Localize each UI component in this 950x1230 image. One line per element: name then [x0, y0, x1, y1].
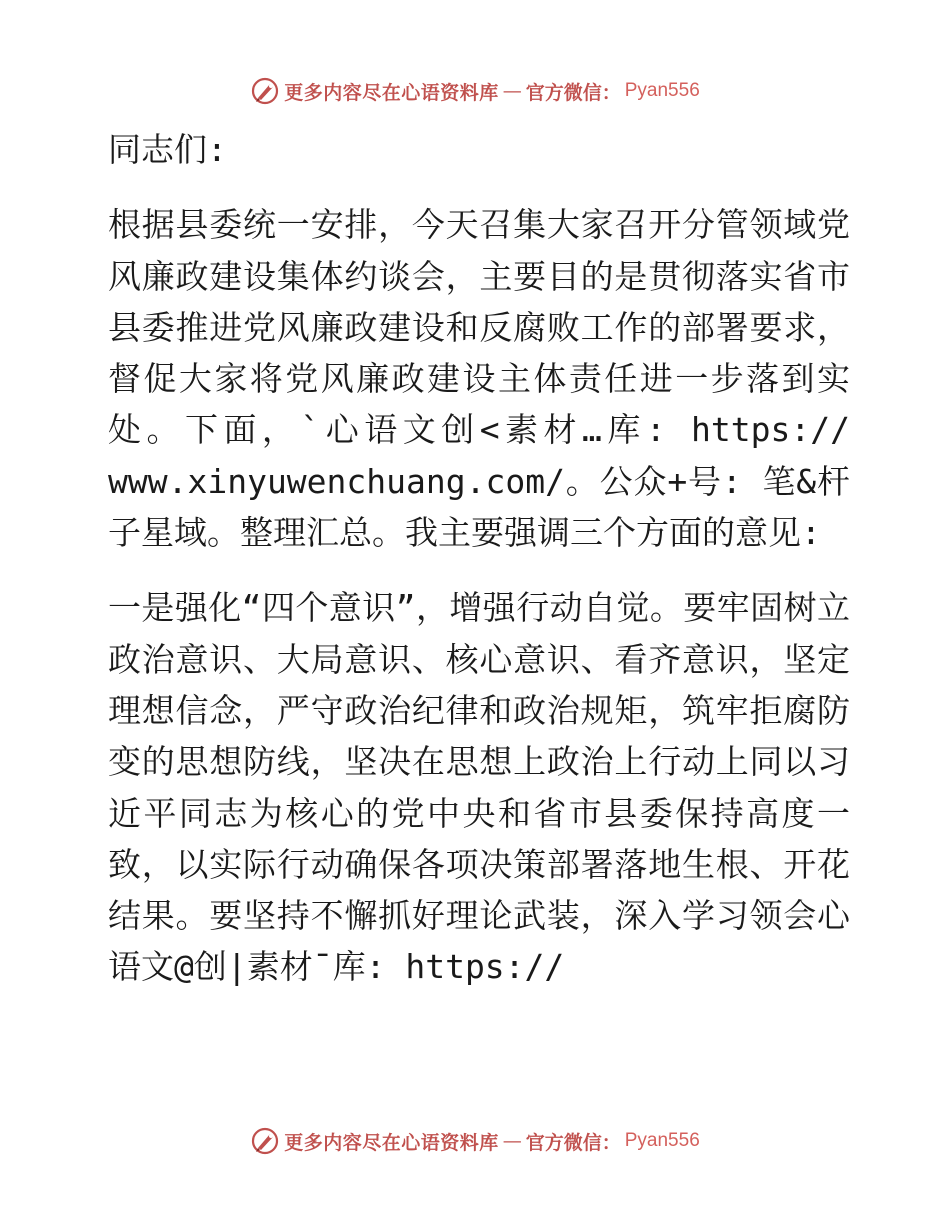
watermark-wechat-id: Pyan556: [624, 80, 700, 101]
pen-quill-logo-icon: [250, 1126, 280, 1156]
watermark-separator: —: [502, 1130, 522, 1152]
greeting: 同志们:: [108, 130, 227, 169]
footer-watermark: [0, 1124, 950, 1158]
watermark-wechat-label: 官方微信：: [525, 1131, 621, 1154]
watermark-separator: —: [502, 80, 522, 102]
paragraph-2: 一是强化“四个意识”，增强行动自觉。要牢固树立政治意识、大局意识、核心意识、看齐意识，坚定理想信念，严守政治纪律和政治规矩，筑牢拒腐防变的思想防线，坚决在思想上政治上行动上同以习近平同志为核心的党中央和省市县委保持高度一致，以实际行动确保各项决策部署落地生根、开花结果。要坚持不懈抓好理论武装，深入学习领会心语文@创|素材¯库: https://: [108, 588, 850, 987]
watermark-wechat-label: 官方微信：: [525, 81, 621, 104]
pen-quill-logo-icon: [250, 76, 280, 106]
document-body: [98, 124, 850, 993]
watermark-site-text: 更多内容尽在心语资料库: [284, 1131, 499, 1154]
watermark-site-text: 更多内容尽在心语资料库: [284, 81, 499, 104]
paragraph-1: 根据县委统一安排，今天召集大家召开分管领域党风廉政建设集体约谈会，主要目的是贯彻落实省市县委推进党风廉政建设和反腐败工作的部署要求，督促大家将党风廉政建设主体责任进一步落到实处。下面，`心语文创<素材…库: https:// www.xinyuwenchuang.com/。公众+号: 笔&杆子星域。整理汇总。我主要强调三个方面的意见:: [108, 205, 850, 553]
header-watermark: [0, 74, 950, 108]
watermark-wechat-id: Pyan556: [624, 1130, 700, 1151]
